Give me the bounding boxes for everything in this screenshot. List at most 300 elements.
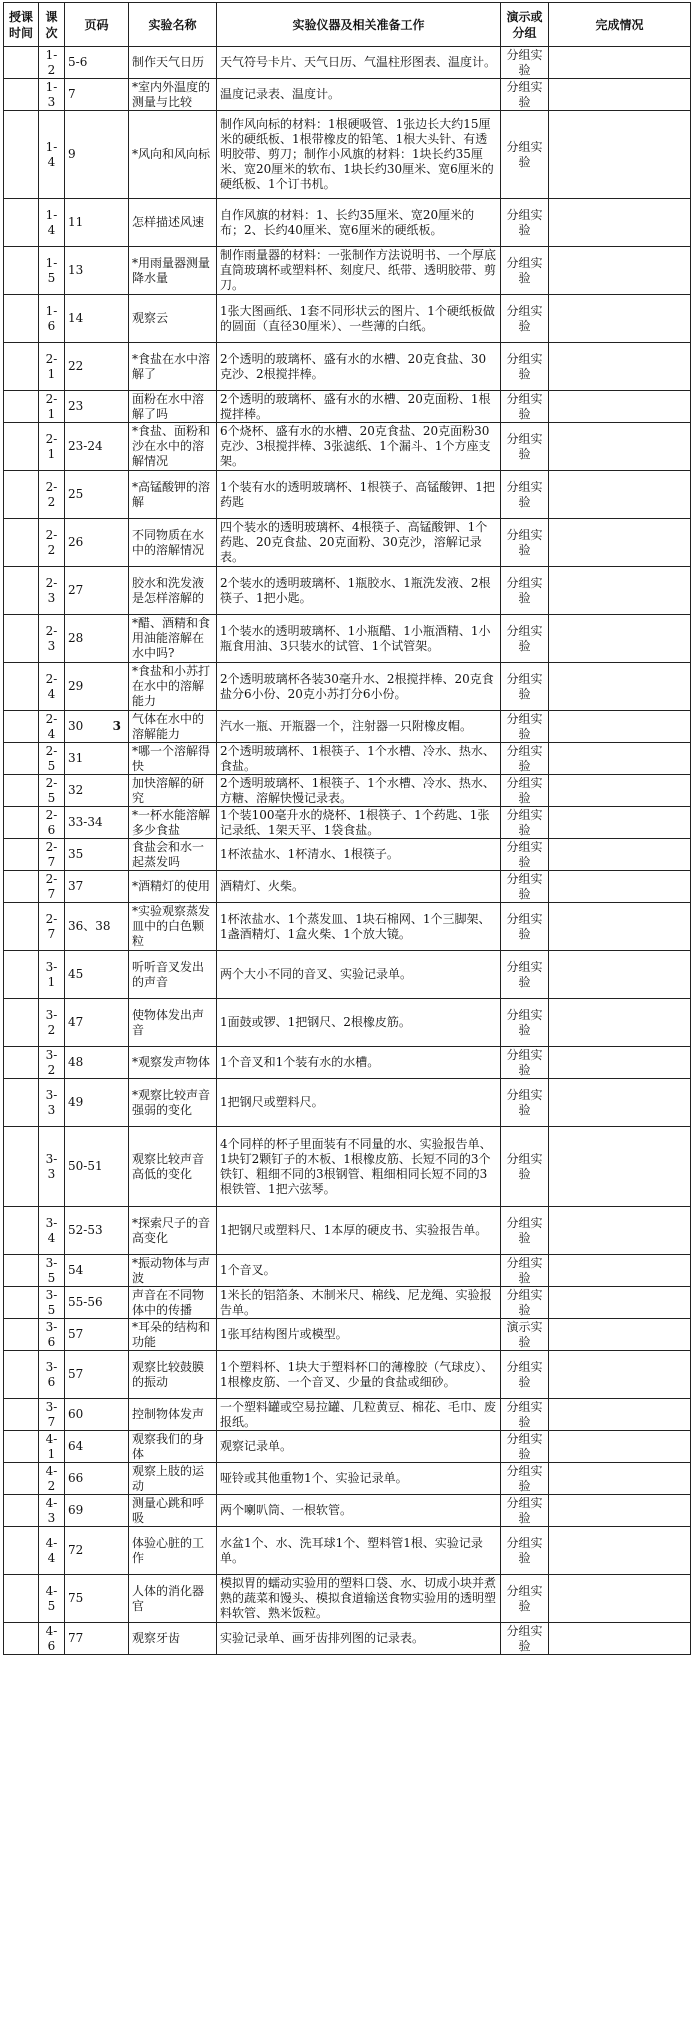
- table-row: [4, 1623, 691, 1655]
- page-cell: 26: [65, 519, 129, 567]
- completion-cell: [549, 743, 691, 775]
- completion-cell: [549, 1319, 691, 1351]
- experiment-name-cell: 气体在水中的溶解能力: [129, 711, 217, 743]
- lesson-cell: 2-3: [39, 615, 65, 663]
- lesson-cell: 3-5: [39, 1255, 65, 1287]
- equipment-cell: 1个装有水的透明玻璃杯、1根筷子、高锰酸钾、1把药匙: [217, 471, 501, 519]
- experiment-name-cell: *一杯水能溶解多少食盐: [129, 807, 217, 839]
- equipment-cell: 4个同样的杯子里面装有不同量的水、实验报告单、1块钉2颗钉子的木板、1根橡皮筋、长短不同的3个铁钉、粗细不同的3根钢管、粗细相同长短不同的3根铁管、1把六弦琴。: [217, 1127, 501, 1207]
- equipment-cell: 6个烧杯、盛有水的水槽、20克食盐、20克面粉30克沙、3根搅拌棒、3张滤纸、1个漏斗、1个方座支架。: [217, 423, 501, 471]
- page-cell: 7: [65, 79, 129, 111]
- page-cell: 13: [65, 247, 129, 295]
- mode-cell: 分组实验: [501, 1047, 549, 1079]
- equipment-cell: 1个音叉和1个装有水的水槽。: [217, 1047, 501, 1079]
- time-cell: [4, 839, 39, 871]
- mode-cell: 分组实验: [501, 79, 549, 111]
- mode-cell: 分组实验: [501, 775, 549, 807]
- lesson-cell: 4-4: [39, 1527, 65, 1575]
- page-cell: 11: [65, 199, 129, 247]
- experiment-name-cell: *高锰酸钾的溶解: [129, 471, 217, 519]
- completion-cell: [549, 79, 691, 111]
- completion-cell: [549, 1399, 691, 1431]
- lesson-cell: 4-1: [39, 1431, 65, 1463]
- time-cell: [4, 79, 39, 111]
- page-value: 30: [68, 719, 84, 733]
- page-cell: 29: [65, 663, 129, 711]
- page-cell: 23: [65, 391, 129, 423]
- equipment-cell: 模拟胃的蠕动实验用的塑料口袋、水、切成小块并煮熟的蔬菜和馒头、模拟食道输送食物实验用的透明塑料软管、熟米饭粒。: [217, 1575, 501, 1623]
- completion-cell: [549, 1623, 691, 1655]
- time-cell: [4, 999, 39, 1047]
- lesson-cell: 4-2: [39, 1463, 65, 1495]
- equipment-cell: 2个透明的玻璃杯、盛有水的水槽、20克食盐、30克沙、2根搅拌棒。: [217, 343, 501, 391]
- lesson-cell: 4-6: [39, 1623, 65, 1655]
- time-cell: [4, 775, 39, 807]
- lesson-cell: 2-7: [39, 839, 65, 871]
- header-mode: 演示或分组: [501, 3, 549, 47]
- table-row: [4, 1463, 691, 1495]
- time-cell: [4, 199, 39, 247]
- mode-cell: 分组实验: [501, 1527, 549, 1575]
- time-cell: [4, 111, 39, 199]
- experiment-name-cell: *观察发声物体: [129, 1047, 217, 1079]
- table-row: [4, 1127, 691, 1207]
- page-cell: 57: [65, 1351, 129, 1399]
- page-number-mark: 3: [112, 719, 121, 733]
- table-row: [4, 1047, 691, 1079]
- equipment-cell: 1张大图画纸、1套不同形状云的图片、1个硬纸板做的圆面（直径30厘米）、一些薄的白纸。: [217, 295, 501, 343]
- equipment-cell: 1面鼓或锣、1把钢尺、2根橡皮筋。: [217, 999, 501, 1047]
- page-cell: 37: [65, 871, 129, 903]
- equipment-cell: 自作风旗的材料：1、长约35厘米、宽20厘米的布；2、长约40厘米、宽6厘米的硬纸板。: [217, 199, 501, 247]
- experiment-name-cell: *食盐和小苏打在水中的溶解能力: [129, 663, 217, 711]
- time-cell: [4, 1047, 39, 1079]
- page-cell: 45: [65, 951, 129, 999]
- page-cell: 48: [65, 1047, 129, 1079]
- page-cell: 35: [65, 839, 129, 871]
- lesson-cell: 3-2: [39, 1047, 65, 1079]
- page-cell: 27: [65, 567, 129, 615]
- table-row: [4, 1319, 691, 1351]
- time-cell: [4, 47, 39, 79]
- experiment-name-cell: 怎样描述风速: [129, 199, 217, 247]
- time-cell: [4, 1495, 39, 1527]
- experiment-name-cell: 观察牙齿: [129, 1623, 217, 1655]
- experiment-name-cell: *实验观察蒸发皿中的白色颗粒: [129, 903, 217, 951]
- header-done: 完成情况: [549, 3, 691, 47]
- completion-cell: [549, 951, 691, 999]
- equipment-cell: 2个透明的玻璃杯、盛有水的水槽、20克面粉、1根搅拌棒。: [217, 391, 501, 423]
- mode-cell: 分组实验: [501, 743, 549, 775]
- table-row: [4, 775, 691, 807]
- completion-cell: [549, 111, 691, 199]
- mode-cell: 分组实验: [501, 1079, 549, 1127]
- time-cell: [4, 951, 39, 999]
- page-cell: 28: [65, 615, 129, 663]
- time-cell: [4, 1399, 39, 1431]
- experiment-name-cell: 体验心脏的工作: [129, 1527, 217, 1575]
- equipment-cell: 1个音叉。: [217, 1255, 501, 1287]
- table-row: [4, 615, 691, 663]
- experiment-name-cell: 观察云: [129, 295, 217, 343]
- mode-cell: 分组实验: [501, 1127, 549, 1207]
- mode-cell: 分组实验: [501, 519, 549, 567]
- experiment-name-cell: 听听音叉发出的声音: [129, 951, 217, 999]
- equipment-cell: 实验记录单、画牙齿排列图的记录表。: [217, 1623, 501, 1655]
- equipment-cell: 一个塑料罐或空易拉罐、几粒黄豆、棉花、毛巾、废报纸。: [217, 1399, 501, 1431]
- table-row: [4, 839, 691, 871]
- completion-cell: [549, 1287, 691, 1319]
- time-cell: [4, 615, 39, 663]
- page-cell: 52-53: [65, 1207, 129, 1255]
- lesson-cell: 2-1: [39, 343, 65, 391]
- experiment-name-cell: 控制物体发声: [129, 1399, 217, 1431]
- experiment-name-cell: *耳朵的结构和功能: [129, 1319, 217, 1351]
- equipment-cell: 1张耳结构图片或模型。: [217, 1319, 501, 1351]
- completion-cell: [549, 807, 691, 839]
- lesson-cell: 2-2: [39, 519, 65, 567]
- mode-cell: 分组实验: [501, 1207, 549, 1255]
- equipment-cell: 1把钢尺或塑料尺、1本厚的硬皮书、实验报告单。: [217, 1207, 501, 1255]
- table-row: [4, 471, 691, 519]
- equipment-cell: 1米长的铝箔条、木制米尺、棉线、尼龙绳、实验报告单。: [217, 1287, 501, 1319]
- experiment-name-cell: 声音在不同物体中的传播: [129, 1287, 217, 1319]
- lesson-cell: 3-1: [39, 951, 65, 999]
- completion-cell: [549, 663, 691, 711]
- lesson-cell: 4-5: [39, 1575, 65, 1623]
- equipment-cell: 天气符号卡片、天气日历、气温柱形图表、温度计。: [217, 47, 501, 79]
- completion-cell: [549, 903, 691, 951]
- mode-cell: 分组实验: [501, 247, 549, 295]
- completion-cell: [549, 615, 691, 663]
- completion-cell: [549, 247, 691, 295]
- equipment-cell: 汽水一瓶、开瓶器一个，注射器一只附橡皮帽。: [217, 711, 501, 743]
- equipment-cell: 制作风向标的材料：1根硬吸管、1张边长大约15厘米的硬纸板、1根带橡皮的铅笔、1根大头针、有透明胶带、剪刀；制作小风旗的材料：1块长约35厘米、宽20厘米的软布、1块长约30厘米、宽6厘米的硬纸板、1个订书机。: [217, 111, 501, 199]
- completion-cell: [549, 519, 691, 567]
- mode-cell: 分组实验: [501, 1431, 549, 1463]
- page-cell: 36、38: [65, 903, 129, 951]
- table-row: [4, 903, 691, 951]
- completion-cell: [549, 199, 691, 247]
- lesson-cell: 1-2: [39, 47, 65, 79]
- completion-cell: [549, 1207, 691, 1255]
- time-cell: [4, 391, 39, 423]
- page-cell: 64: [65, 1431, 129, 1463]
- page-cell: 9: [65, 111, 129, 199]
- experiment-name-cell: 人体的消化器官: [129, 1575, 217, 1623]
- experiment-name-cell: *观察比较声音强弱的变化: [129, 1079, 217, 1127]
- lesson-cell: 3-7: [39, 1399, 65, 1431]
- page-cell: 50-51: [65, 1127, 129, 1207]
- table-row: [4, 79, 691, 111]
- table-row: [4, 951, 691, 999]
- experiment-name-cell: *探索尺子的音高变化: [129, 1207, 217, 1255]
- completion-cell: [549, 775, 691, 807]
- table-row: [4, 111, 691, 199]
- completion-cell: [549, 1431, 691, 1463]
- completion-cell: [549, 423, 691, 471]
- lesson-cell: 3-2: [39, 999, 65, 1047]
- lesson-cell: 2-4: [39, 711, 65, 743]
- completion-cell: [549, 871, 691, 903]
- page-cell: 22: [65, 343, 129, 391]
- experiment-name-cell: 观察上肢的运动: [129, 1463, 217, 1495]
- equipment-cell: 两个喇叭筒、一根软管。: [217, 1495, 501, 1527]
- header-name: 实验名称: [129, 3, 217, 47]
- mode-cell: 分组实验: [501, 663, 549, 711]
- equipment-cell: 四个装水的透明玻璃杯、4根筷子、高锰酸钾、1个药匙、20克食盐、20克面粉、30克沙，溶解记录表。: [217, 519, 501, 567]
- time-cell: [4, 1319, 39, 1351]
- experiment-name-cell: 观察我们的身体: [129, 1431, 217, 1463]
- experiment-name-cell: *振动物体与声波: [129, 1255, 217, 1287]
- table-row: [4, 295, 691, 343]
- mode-cell: 分组实验: [501, 615, 549, 663]
- equipment-cell: 观察记录单。: [217, 1431, 501, 1463]
- mode-cell: 分组实验: [501, 839, 549, 871]
- table-row: [4, 247, 691, 295]
- table-row: [4, 871, 691, 903]
- time-cell: [4, 903, 39, 951]
- time-cell: [4, 807, 39, 839]
- completion-cell: [549, 343, 691, 391]
- time-cell: [4, 1623, 39, 1655]
- time-cell: [4, 567, 39, 615]
- completion-cell: [549, 567, 691, 615]
- table-row: [4, 999, 691, 1047]
- mode-cell: 分组实验: [501, 1399, 549, 1431]
- lesson-cell: 2-7: [39, 871, 65, 903]
- completion-cell: [549, 1463, 691, 1495]
- equipment-cell: 1个塑料杯、1块大于塑料杯口的薄橡胶（气球皮）、1根橡皮筋、一个音叉、少量的食盐或细砂。: [217, 1351, 501, 1399]
- mode-cell: 分组实验: [501, 1575, 549, 1623]
- page-cell: 23-24: [65, 423, 129, 471]
- experiment-name-cell: 观察比较声音高低的变化: [129, 1127, 217, 1207]
- experiment-name-cell: *室内外温度的测量与比较: [129, 79, 217, 111]
- equipment-cell: 哑铃或其他重物1个、实验记录单。: [217, 1463, 501, 1495]
- page-cell: 54: [65, 1255, 129, 1287]
- experiment-name-cell: 观察比较鼓膜的振动: [129, 1351, 217, 1399]
- page-cell: 47: [65, 999, 129, 1047]
- mode-cell: 分组实验: [501, 1463, 549, 1495]
- equipment-cell: 温度记录表、温度计。: [217, 79, 501, 111]
- page-cell: 32: [65, 775, 129, 807]
- mode-cell: 分组实验: [501, 295, 549, 343]
- equipment-cell: 两个大小不同的音叉、实验记录单。: [217, 951, 501, 999]
- completion-cell: [549, 47, 691, 79]
- mode-cell: 分组实验: [501, 999, 549, 1047]
- time-cell: [4, 471, 39, 519]
- table-row: [4, 1527, 691, 1575]
- table-row: [4, 807, 691, 839]
- time-cell: [4, 663, 39, 711]
- equipment-cell: 2个透明玻璃杯、1根筷子、1个水槽、冷水、热水、食盐。: [217, 743, 501, 775]
- table-row: [4, 567, 691, 615]
- table-row: [4, 1079, 691, 1127]
- lesson-cell: 2-1: [39, 423, 65, 471]
- table-row: [4, 1255, 691, 1287]
- mode-cell: 分组实验: [501, 1255, 549, 1287]
- time-cell: [4, 1127, 39, 1207]
- lesson-cell: 1-4: [39, 111, 65, 199]
- table-row: [4, 47, 691, 79]
- equipment-cell: 酒精灯、火柴。: [217, 871, 501, 903]
- table-row: [4, 391, 691, 423]
- table-row: [4, 519, 691, 567]
- header-equipment: 实验仪器及相关准备工作: [217, 3, 501, 47]
- experiment-name-cell: 制作天气日历: [129, 47, 217, 79]
- experiment-name-cell: 加快溶解的研究: [129, 775, 217, 807]
- completion-cell: [549, 295, 691, 343]
- page-cell: 33-34: [65, 807, 129, 839]
- completion-cell: [549, 839, 691, 871]
- completion-cell: [549, 1127, 691, 1207]
- mode-cell: 分组实验: [501, 1351, 549, 1399]
- table-row: [4, 1495, 691, 1527]
- time-cell: [4, 1287, 39, 1319]
- lesson-cell: 2-2: [39, 471, 65, 519]
- lesson-cell: 2-4: [39, 663, 65, 711]
- mode-cell: 分组实验: [501, 903, 549, 951]
- mode-cell: 分组实验: [501, 807, 549, 839]
- page-cell: 66: [65, 1463, 129, 1495]
- completion-cell: [549, 1495, 691, 1527]
- equipment-cell: 1杯浓盐水、1个蒸发皿、1块石棉网、1个三脚架、1盏酒精灯、1盒火柴、1个放大镜。: [217, 903, 501, 951]
- time-cell: [4, 1351, 39, 1399]
- completion-cell: [549, 1079, 691, 1127]
- table-row: [4, 1575, 691, 1623]
- page-cell: 25: [65, 471, 129, 519]
- table-row: [4, 711, 691, 743]
- lesson-cell: 1-5: [39, 247, 65, 295]
- header-row: [4, 3, 691, 47]
- mode-cell: 分组实验: [501, 47, 549, 79]
- table-row: [4, 199, 691, 247]
- table-row: [4, 1287, 691, 1319]
- page-cell: 60: [65, 1399, 129, 1431]
- table-row: [4, 343, 691, 391]
- table-row: [4, 1431, 691, 1463]
- experiment-name-cell: *酒精灯的使用: [129, 871, 217, 903]
- page-cell: 49: [65, 1079, 129, 1127]
- page-cell: [65, 711, 129, 743]
- experiment-name-cell: *风向和风向标: [129, 111, 217, 199]
- mode-cell: 分组实验: [501, 1495, 549, 1527]
- lesson-cell: 2-6: [39, 807, 65, 839]
- header-lesson: 课次: [39, 3, 65, 47]
- equipment-cell: 1个装水的透明玻璃杯、1小瓶醋、1小瓶酒精、1小瓶食用油、3只装水的试管、1个试管架。: [217, 615, 501, 663]
- mode-cell: 分组实验: [501, 423, 549, 471]
- lesson-cell: 4-3: [39, 1495, 65, 1527]
- page-cell: 72: [65, 1527, 129, 1575]
- experiment-name-cell: 测量心跳和呼吸: [129, 1495, 217, 1527]
- page-cell: 57: [65, 1319, 129, 1351]
- time-cell: [4, 295, 39, 343]
- lesson-cell: 3-4: [39, 1207, 65, 1255]
- equipment-cell: 水盆1个、水、洗耳球1个、塑料管1根、实验记录单。: [217, 1527, 501, 1575]
- mode-cell: 分组实验: [501, 199, 549, 247]
- experiment-schedule-table: [3, 2, 691, 1655]
- time-cell: [4, 1431, 39, 1463]
- mode-cell: 分组实验: [501, 111, 549, 199]
- table-row: [4, 663, 691, 711]
- page-cell: 14: [65, 295, 129, 343]
- experiment-name-cell: 不同物质在水中的溶解情况: [129, 519, 217, 567]
- completion-cell: [549, 1575, 691, 1623]
- page-cell: 31: [65, 743, 129, 775]
- completion-cell: [549, 999, 691, 1047]
- completion-cell: [549, 1255, 691, 1287]
- mode-cell: 分组实验: [501, 391, 549, 423]
- time-cell: [4, 247, 39, 295]
- lesson-cell: 3-6: [39, 1351, 65, 1399]
- lesson-cell: 3-6: [39, 1319, 65, 1351]
- table-row: [4, 423, 691, 471]
- equipment-cell: 2个透明玻璃杯、1根筷子、1个水槽、冷水、热水、方糖、溶解快慢记录表。: [217, 775, 501, 807]
- page-cell: 5-6: [65, 47, 129, 79]
- experiment-name-cell: *食盐在水中溶解了: [129, 343, 217, 391]
- lesson-cell: 2-7: [39, 903, 65, 951]
- time-cell: [4, 871, 39, 903]
- equipment-cell: 1个装100毫升水的烧杯、1根筷子、1个药匙、1张记录纸、1架天平、1袋食盐。: [217, 807, 501, 839]
- page-cell: 77: [65, 1623, 129, 1655]
- table-row: [4, 1399, 691, 1431]
- lesson-cell: 2-5: [39, 743, 65, 775]
- experiment-name-cell: 食盐会和水一起蒸发吗: [129, 839, 217, 871]
- completion-cell: [549, 471, 691, 519]
- experiment-name-cell: *食盐、面粉和沙在水中的溶解情况: [129, 423, 217, 471]
- time-cell: [4, 423, 39, 471]
- equipment-cell: 制作雨量器的材料：一张制作方法说明书、一个厚底直筒玻璃杯或塑料杯、刻度尺、纸带、透明胶带、剪刀。: [217, 247, 501, 295]
- header-time: 授课时间: [4, 3, 39, 47]
- time-cell: [4, 1207, 39, 1255]
- time-cell: [4, 343, 39, 391]
- time-cell: [4, 1463, 39, 1495]
- lesson-cell: 3-3: [39, 1079, 65, 1127]
- page-cell: 55-56: [65, 1287, 129, 1319]
- table-body: [4, 47, 691, 1655]
- completion-cell: [549, 1047, 691, 1079]
- equipment-cell: 2个装水的透明玻璃杯、1瓶胶水、1瓶洗发液、2根筷子、1把小匙。: [217, 567, 501, 615]
- time-cell: [4, 1575, 39, 1623]
- experiment-name-cell: 面粉在水中溶解了吗: [129, 391, 217, 423]
- mode-cell: 分组实验: [501, 1623, 549, 1655]
- mode-cell: 演示实验: [501, 1319, 549, 1351]
- mode-cell: 分组实验: [501, 711, 549, 743]
- equipment-cell: 2个透明玻璃杯各装30毫升水、2根搅拌棒、20克食盐分6小份、20克小苏打分6小份。: [217, 663, 501, 711]
- time-cell: [4, 1255, 39, 1287]
- lesson-cell: 2-3: [39, 567, 65, 615]
- experiment-name-cell: *用雨量器测量降水量: [129, 247, 217, 295]
- completion-cell: [549, 1351, 691, 1399]
- header-page: 页码: [65, 3, 129, 47]
- page-cell: 75: [65, 1575, 129, 1623]
- mode-cell: 分组实验: [501, 471, 549, 519]
- lesson-cell: 3-5: [39, 1287, 65, 1319]
- completion-cell: [549, 711, 691, 743]
- mode-cell: 分组实验: [501, 871, 549, 903]
- mode-cell: 分组实验: [501, 1287, 549, 1319]
- time-cell: [4, 711, 39, 743]
- lesson-cell: 1-4: [39, 199, 65, 247]
- table-row: [4, 1207, 691, 1255]
- experiment-name-cell: *醋、酒精和食用油能溶解在水中吗?: [129, 615, 217, 663]
- experiment-name-cell: 胶水和洗发液是怎样溶解的: [129, 567, 217, 615]
- lesson-cell: 1-6: [39, 295, 65, 343]
- equipment-cell: 1把钢尺或塑料尺。: [217, 1079, 501, 1127]
- equipment-cell: 1杯浓盐水、1杯清水、1根筷子。: [217, 839, 501, 871]
- experiment-name-cell: 使物体发出声音: [129, 999, 217, 1047]
- time-cell: [4, 743, 39, 775]
